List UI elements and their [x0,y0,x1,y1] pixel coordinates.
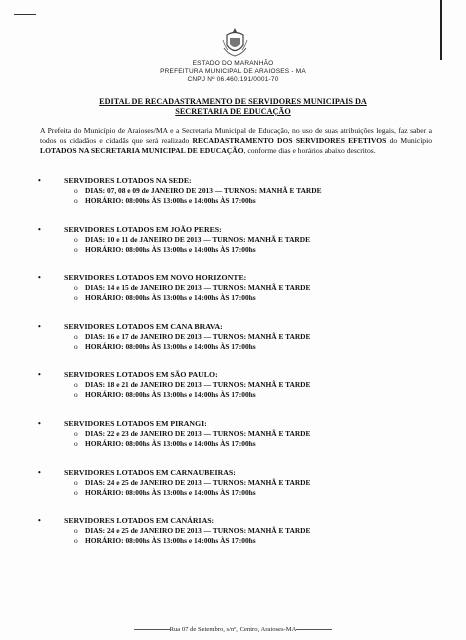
circle-bullet-icon: o [74,244,78,254]
intro-paragraph [40,126,432,156]
section-horario: HORÁRIO: 08:00hs ÀS 13:00hs e 14:00hs ÀS 17:00hs [85,293,256,303]
footer-address-line [0,626,466,634]
cnpj-number: CNPJ Nº 06.460.191/0001-70 [187,76,279,83]
section-dias: DIAS: 10 e 11 de JANEIRO DE 2013 — TURNOS: MANHÃ E TARDE [85,234,311,244]
bullet-icon: • [38,176,41,185]
footer-address: Rua 07 de Setembro, s/nº, Centro, Araioses-MA [169,626,297,633]
circle-bullet-icon: o [74,186,78,195]
intro-text-1: A Prefeita do Município de Araioses/MA e a Secretaria Municipal de Educação, no uso de suas atribuições legais, faz saber a todos os cidadãos e cidadãs que será realizado [40,126,432,145]
section-dias: DIAS: 22 e 23 de JANEIRO DE 2013 — TURNOS: MANHÃ E TARDE [85,428,311,438]
scan-edge-line [440,0,442,60]
section-dias: DIAS: 16 e 17 de JANEIRO DE 2013 — TURNOS: MANHÃ E TARDE [85,331,311,341]
section-title: SERVIDORES LOTADOS EM CANA BRAVA: [64,321,223,331]
title-line-1: EDITAL DE RECADASTRAMENTO DE SERVIDORES MUNICIPAIS DA [99,97,367,106]
section-horario: HORÁRIO: 08:00hs ÀS 13:00hs e 14:00hs ÀS 17:00hs [85,244,256,254]
list-item [36,322,436,352]
letterhead [0,60,466,84]
bullet-icon: • [38,273,41,283]
circle-bullet-icon: o [74,438,78,448]
title-line-2: SECRETARIA DE EDUCAÇÃO [175,107,291,116]
footer-rule-left [134,629,170,630]
section-horario: HORÁRIO: 08:00hs ÀS 13:00hs e 14:00hs ÀS 17:00hs [85,536,256,546]
section-title: SERVIDORES LOTADOS EM CANÁRIAS: [64,516,215,526]
section-dias: DIAS: 24 e 25 de JANEIRO DE 2013 — TURNOS: MANHÃ E TARDE [85,477,311,487]
circle-bullet-icon: o [74,196,78,205]
section-dias: DIAS: 14 e 15 de JANEIRO DE 2013 — TURNOS: MANHÃ E TARDE [85,283,311,293]
section-horario: HORÁRIO: 08:00hs ÀS 13:00hs e 14:00hs ÀS 17:00hs [85,390,256,400]
intro-bold-2: LOTADOS NA SECRETARIA MUNICIPAL DE EDUCAÇÃO [40,146,244,155]
section-title: SERVIDORES LOTADOS EM PIRANGI: [64,418,207,428]
section-horario: HORÁRIO: 08:00hs ÀS 13:00hs e 14:00hs ÀS 17:00hs [85,487,256,497]
bullet-icon: • [38,467,41,477]
list-item [36,516,436,546]
intro-text-2: do Município [386,136,433,145]
circle-bullet-icon: o [74,234,78,244]
circle-bullet-icon: o [74,536,78,546]
section-dias: DIAS: 18 e 21 de JANEIRO DE 2013 — TURNOS: MANHÃ E TARDE [85,380,311,390]
list-item [36,176,436,206]
list-item [36,370,436,400]
circle-bullet-icon: o [74,526,78,536]
circle-bullet-icon: o [74,477,78,487]
list-item [36,273,436,303]
circle-bullet-icon: o [74,487,78,497]
section-title: SERVIDORES LOTADOS EM NOVO HORIZONTE: [64,273,247,283]
bullet-icon: • [38,321,41,331]
bullet-icon: • [38,224,41,234]
intro-bold-1: RECADASTRAMENTO DOS SERVIDORES EFETIVOS [192,136,387,145]
circle-bullet-icon: o [74,283,78,293]
circle-bullet-icon: o [74,293,78,303]
circle-bullet-icon: o [74,341,78,351]
section-title: SERVIDORES LOTADOS EM CARNAUBEIRAS: [64,467,236,477]
section-horario: HORÁRIO: 08:00hs ÀS 13:00hs e 14:00hs ÀS 17:00hs [85,341,256,351]
coat-of-arms-icon [222,26,248,58]
document-title [40,97,426,117]
schedule-list [36,176,436,565]
section-title: SERVIDORES LOTADOS NA SEDE: [64,176,192,185]
scan-mark [14,14,36,15]
section-title: SERVIDORES LOTADOS EM JOÃO PERES: [64,224,222,234]
list-item [36,419,436,449]
bullet-icon: • [38,370,41,380]
state-name: ESTADO DO MARANHÃO [192,60,274,67]
section-dias: DIAS: 07, 08 e 09 de JANEIRO DE 2013 — TURNOS: MANHÃ E TARDE [85,186,322,195]
section-title: SERVIDORES LOTADOS EM SÃO PAULO: [64,370,218,380]
list-item [36,225,436,255]
list-item [36,468,436,498]
intro-text-3: , conforme dias e horários abaixo descritos. [243,146,376,155]
circle-bullet-icon: o [74,390,78,400]
bullet-icon: • [38,418,41,428]
prefeitura-name: PREFEITURA MUNICIPAL DE ARAIOSES - MA [160,68,306,75]
footer-rule-right [296,629,332,630]
section-horario: HORÁRIO: 08:00hs ÀS 13:00hs e 14:00hs ÀS 17:00hs [85,196,256,205]
circle-bullet-icon: o [74,380,78,390]
circle-bullet-icon: o [74,428,78,438]
circle-bullet-icon: o [74,331,78,341]
bullet-icon: • [38,516,41,526]
section-dias: DIAS: 24 e 25 de JANEIRO DE 2013 — TURNOS: MANHÃ E TARDE [85,526,311,536]
section-horario: HORÁRIO: 08:00hs ÀS 13:00hs e 14:00hs ÀS 17:00hs [85,438,256,448]
